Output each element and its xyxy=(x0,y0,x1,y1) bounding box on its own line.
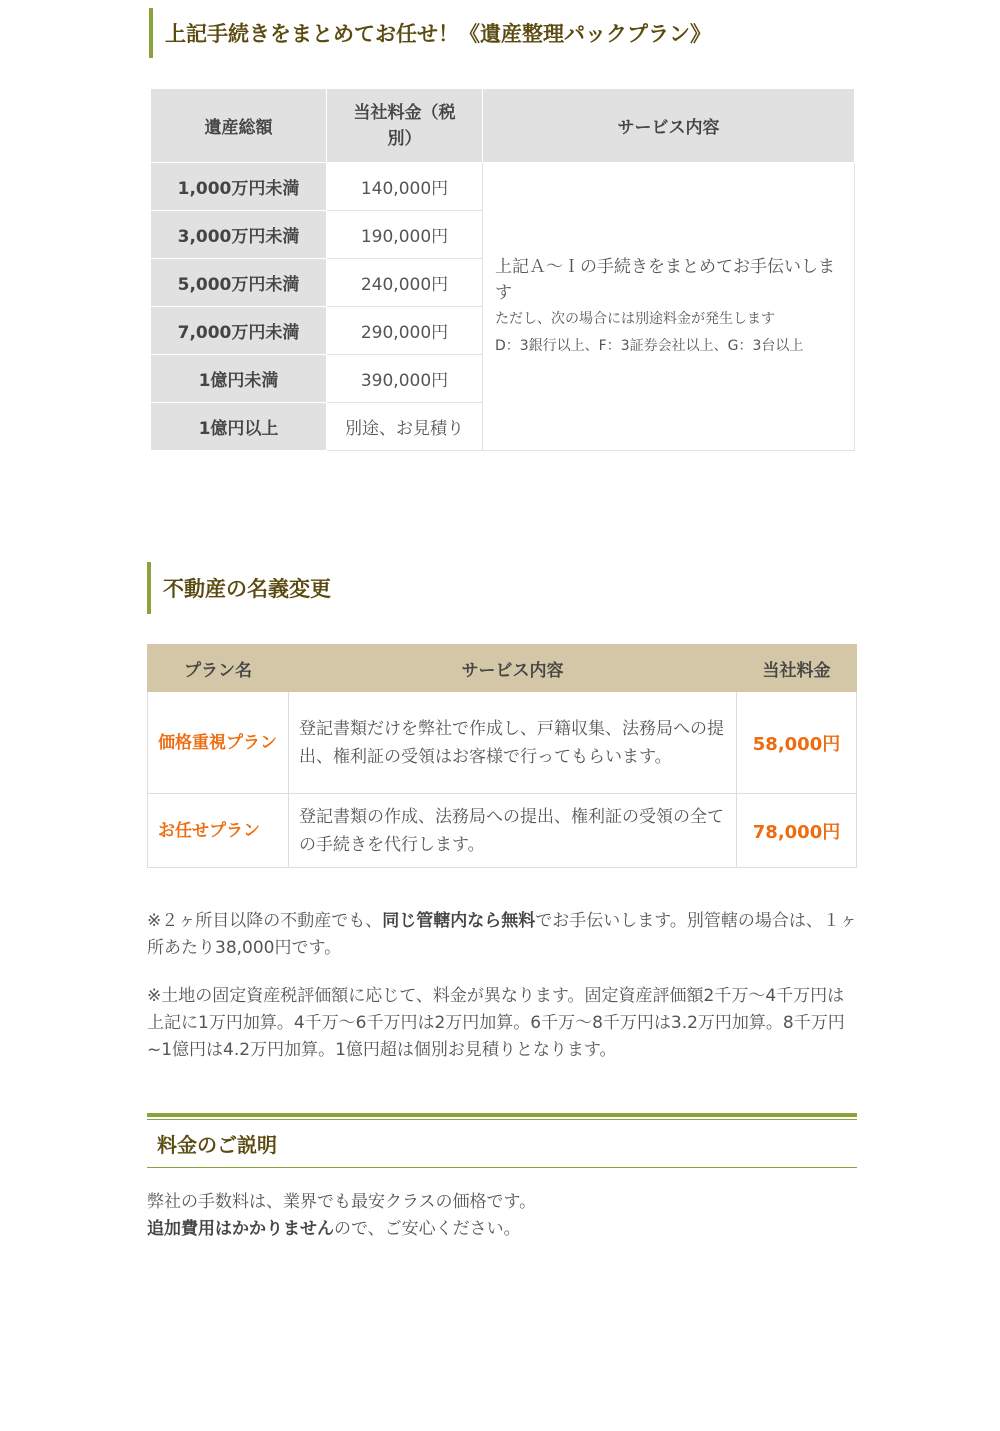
service-note: D：3銀行以上、F：3証券会社以上、G：3台以上 xyxy=(495,337,804,354)
row-label: 7,000万円未満 xyxy=(151,307,327,355)
header-estate-total: 遺産総額 xyxy=(151,89,327,163)
row-price: 別途、お見積り xyxy=(327,403,483,451)
fee-explanation-title: 料金のご説明 xyxy=(147,1119,857,1167)
header-fee: 当社料金 xyxy=(737,645,857,692)
real-estate-heading: 不動産の名義変更 xyxy=(147,562,331,614)
row-label: 1億円未満 xyxy=(151,355,327,403)
plan-name: 価格重視プラン xyxy=(148,692,289,794)
row-price: 290,000円 xyxy=(327,307,483,355)
note-assessed-value: ※土地の固定資産税評価額に応じて、料金が異なります。固定資産評価額2千万～4千万円は上記に1万円加算。4千万～6千万円は2万円加算。6千万～8千万円は3.2万円加算。8千万円~1億円は4.2万円加算。1億円超は個別お見積りとなります。 xyxy=(147,986,845,1060)
row-label: 5,000万円未満 xyxy=(151,259,327,307)
plan-price: 58,000円 xyxy=(737,692,857,794)
note-additional-property xyxy=(147,908,859,962)
fee-explanation-text xyxy=(147,1189,859,1243)
row-price: 190,000円 xyxy=(327,211,483,259)
header-service: サービス内容 xyxy=(483,89,855,163)
header-service: サービス内容 xyxy=(289,645,737,692)
plan-description: 登記書類の作成、法務局への提出、権利証の受領の全ての手続きを代行します。 xyxy=(289,794,737,868)
pack-plan-table xyxy=(150,88,855,451)
explanation-emphasis: 追加費用はかかりません xyxy=(147,1219,334,1239)
plan-name: お任せプラン xyxy=(148,794,289,868)
note-emphasis: 同じ管轄内なら無料 xyxy=(382,911,536,931)
fee-explanation-heading xyxy=(147,1113,857,1168)
note-text: でお手伝いします。別管轄の場合は、１ヶ所あたり38,000円です。 xyxy=(147,911,857,958)
row-label: 1,000万円未満 xyxy=(151,163,327,211)
row-price: 140,000円 xyxy=(327,163,483,211)
service-main-text: 上記Ａ～Ｉの手続きをまとめてお手伝いします xyxy=(495,256,835,303)
explanation-line: ので、ご安心ください。 xyxy=(334,1219,521,1239)
plan-description: 登記書類だけを弊社で作成し、戸籍収集、法務局への提出、権利証の受領はお客様で行ってもらいます。 xyxy=(289,692,737,794)
real-estate-table xyxy=(147,644,857,868)
header-fee: 当社料金（税別） xyxy=(327,89,483,163)
row-price: 240,000円 xyxy=(327,259,483,307)
pack-plan-heading: 上記手続きをまとめてお任せ！《遺産整理パックプラン》 xyxy=(149,8,711,58)
header-plan-name: プラン名 xyxy=(148,645,289,692)
row-label: 3,000万円未満 xyxy=(151,211,327,259)
service-note: ただし、次の場合には別途料金が発生します xyxy=(495,310,775,327)
service-cell xyxy=(483,163,855,451)
explanation-line: 弊社の手数料は、業界でも最安クラスの価格です。 xyxy=(147,1192,537,1212)
note-text: ※２ヶ所目以降の不動産でも、 xyxy=(147,911,383,931)
plan-price: 78,000円 xyxy=(737,794,857,868)
row-price: 390,000円 xyxy=(327,355,483,403)
row-label: 1億円以上 xyxy=(151,403,327,451)
